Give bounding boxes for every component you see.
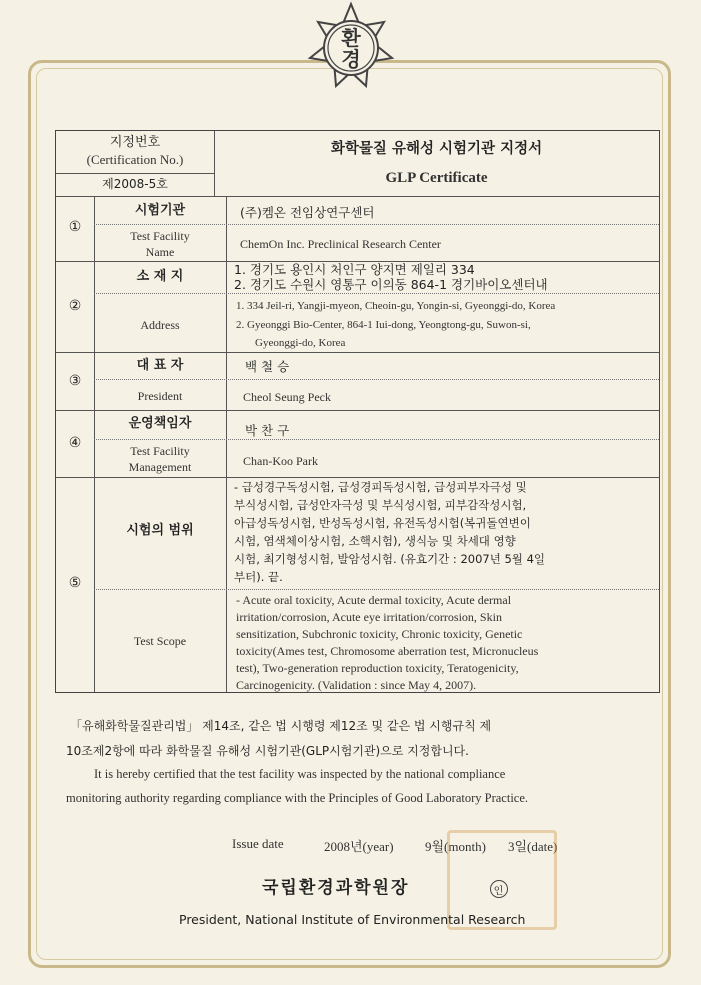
row-1-label-en-1: Test Facility	[130, 229, 190, 243]
scope-ko-line-4: 시험, 염색체이상시험, 소핵시험), 생식능 및 차세대 영향	[234, 534, 516, 548]
emblem-logo	[288, 0, 414, 98]
row-1-value-en: ChemOn Inc. Preclinical Research Center	[240, 237, 441, 251]
row-5-label-en: Test Scope	[133, 634, 187, 648]
scope-en-line-1: - Acute oral toxicity, Acute dermal toxicity, Acute dermal	[236, 593, 512, 607]
title-ko: 화학물질 유해성 시험기관 지정서	[330, 141, 543, 157]
row-4-value-ko: 박 찬 구	[245, 423, 290, 438]
row-1-label-ko: 시험기관	[134, 203, 186, 218]
row-2-label-ko: 소 재 지	[136, 269, 184, 284]
row-2-value-en-1: 1. 334 Jeil-ri, Yangji-myeon, Cheoin-gu, Yongin-si, Gyeonggi-do, Korea	[236, 300, 556, 312]
row-2-value-ko-2: 2. 경기도 수원시 영통구 이의동 864-1 경기바이오센터내	[234, 277, 548, 292]
row-1-value-ko: (주)켐온 전임상연구센터	[240, 205, 375, 220]
body-ko-line-2: 10조제2항에 따라 화학물질 유해성 시험기관(GLP시험기관)으로 지정합니다.	[66, 744, 469, 758]
row-2-value-en-3: Gyeonggi-do, Korea	[255, 337, 346, 349]
scope-ko-line-6: 부터). 끝.	[234, 570, 283, 584]
cert-no-label-en: (Certification No.)	[86, 152, 184, 167]
row-4-label-en-1: Test Facility	[130, 444, 190, 458]
row-4-value-en: Chan-Koo Park	[243, 454, 318, 468]
body-ko-line-1: 「유해화학물질관리법」 제14조, 같은 법 시행령 제12조 및 같은 법 시행규칙 제	[70, 719, 492, 733]
issue-month: 9월(month)	[425, 839, 486, 854]
body-en-line-1: It is hereby certified that the test facility was inspected by the national compliance	[94, 767, 506, 781]
row-2-label-en: Address	[140, 318, 180, 332]
issue-year: 2008년(year)	[324, 839, 394, 854]
issue-date-label: Issue date	[232, 836, 284, 851]
row-4-label-ko: 운영책임자	[128, 416, 192, 431]
emblem-text-1: 환	[341, 26, 361, 50]
seal-char: 인	[493, 886, 504, 897]
scope-en-line-6: Carcinogenicity. (Validation : since May 4, 2007).	[236, 678, 477, 692]
row-1-number: ①	[68, 219, 82, 235]
row-5-label-ko: 시험의 범위	[126, 523, 194, 538]
row-3-value-ko: 백 철 승	[245, 359, 290, 374]
row-3-label-en: President	[137, 389, 183, 403]
row-2-value-ko-1: 1. 경기도 용인시 처인구 양지면 제일리 334	[234, 262, 475, 277]
scope-en-line-3: sensitization, Subchronic toxicity, Chronic toxicity, Genetic	[236, 627, 523, 641]
row-2-number: ②	[68, 298, 82, 314]
row-1-label-en-2: Name	[145, 245, 175, 259]
cert-no-label-ko: 지정번호	[109, 135, 161, 150]
scope-ko-line-5: 시험, 최기형성시험, 발암성시험. (유효기간 : 2007년 5월 4일	[234, 552, 545, 566]
row-3-label-ko: 대 표 자	[136, 358, 184, 373]
scope-ko-line-3: 아급성독성시험, 반성독성시험, 유전독성시험(복귀돌연변이	[234, 516, 531, 530]
signature-org-ko: 국립환경과학원장	[262, 878, 410, 898]
row-3-value-en: Cheol Seung Peck	[243, 390, 331, 404]
signature-org-en: President, National Institute of Environmental Research	[179, 912, 526, 927]
row-5-number: ⑤	[68, 575, 82, 591]
title-en: GLP Certificate	[385, 170, 488, 186]
issue-day: 3일(date)	[508, 839, 558, 854]
certificate-table	[55, 130, 660, 693]
scope-ko-line-2: 부식성시험, 급성안자극성 및 부식성시험, 피부감작성시험,	[234, 498, 527, 512]
scope-en-line-2: irritation/corrosion, Acute eye irritation/corrosion, Skin	[236, 610, 502, 624]
row-2-value-en-2: 2. Gyeonggi Bio-Center, 864-1 Iui-dong, Yeongtong-gu, Suwon-si,	[236, 319, 531, 331]
row-4-number: ④	[68, 435, 82, 451]
row-3-number: ③	[68, 373, 82, 389]
scope-ko-line-1: - 급성경구독성시험, 급성경피독성시험, 급성피부자극성 및	[234, 480, 527, 494]
scope-en-line-5: test), Two-generation reproduction toxicity, Teratogenicity,	[236, 661, 519, 675]
emblem-text-2: 경	[341, 47, 361, 71]
row-4-label-en-2: Management	[128, 460, 192, 474]
body-en-line-2: monitoring authority regarding compliance with the Principles of Good Laboratory Practice.	[66, 791, 529, 805]
cert-no-value: 제2008-5호	[102, 177, 168, 191]
seal-mark-icon	[490, 880, 508, 898]
scope-en-line-4: toxicity(Ames test, Chromosome aberration test, Micronucleus	[236, 644, 539, 658]
